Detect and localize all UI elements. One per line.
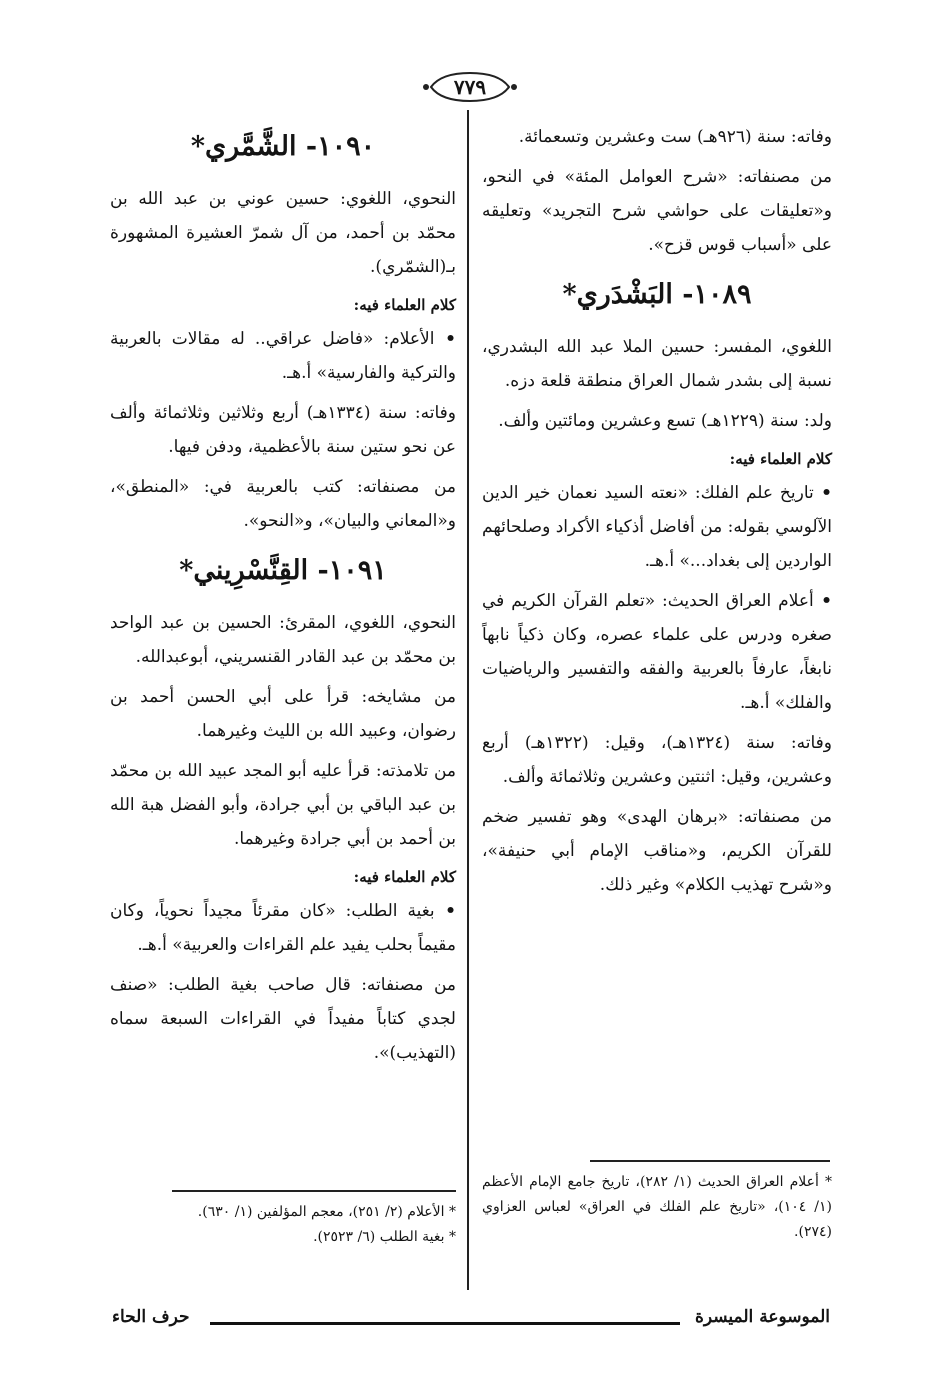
scholars-heading: كلام العلماء فيه:: [729, 450, 832, 468]
right-footnotes: [482, 1170, 832, 1245]
bio-paragraph: النحوي، اللغوي: حسين عوني بن عبد الله بن محمّد بن أحمد، من آل شمرّ العشيرة المشهورة بـ(الشمّري).: [110, 189, 456, 277]
entry-title-1090: ١٠٩٠- الشَّمَّري*: [190, 131, 376, 162]
bio-paragraph: النحوي، اللغوي، المقرئ: الحسين بن عبد الواحد بن محمّد بن عبد القادر القنسريني، أبوعبدالله.: [110, 613, 456, 667]
column-divider: [467, 110, 469, 1290]
entry-title-1089: ١٠٨٩- البَشْدَري*: [562, 279, 752, 310]
students-paragraph: من تلامذته: قرأ عليه أبو المجد عبيد الله بن محمّد بن عبد الباقي بن أبي جرادة، وأبو الفضل هبة الله بن أحمد بن أبي جرادة وغيرهما.: [110, 761, 456, 849]
quote-bullet: • أعلام العراق الحديث: «تعلم القرآن الكريم في صغره ودرس على علماء عصره، وكان ذكياً نابهاً نابغاً، عارفاً بالعربية والفقه والتفسير والرياضيات والفلك» أ.هـ.: [482, 584, 832, 720]
bio-paragraph: اللغوي، المفسر: حسين الملا عبد الله البشدري، نسبة إلى بشدر شمال العراق منطقة قلعة دزه.: [482, 337, 832, 391]
quote-bullet: • الأعلام: «فاضل عراقي.. له مقالات بالعربية والتركية والفارسية» أ.هـ.: [110, 322, 456, 390]
right-column: [482, 110, 832, 908]
footnote: * الأعلام (٢/ ٢٥١)، معجم المؤلفين (١/ ٦٣٠).: [197, 1204, 456, 1220]
footnote-rule: [172, 1190, 456, 1192]
works-paragraph: من مصنفاته: قال صاحب بغية الطلب: «صنف لجدي كتاباً مفيداً في القراءات السبعة سماه (التهذيب)».: [110, 975, 456, 1063]
death-paragraph: وفاته: سنة (١٣٣٤هـ) أربع وثلاثين وثلاثمائة وألف عن نحو ستين سنة بالأعظمية، ودفن فيها.: [110, 403, 456, 457]
scholars-heading: كلام العلماء فيه:: [353, 296, 456, 314]
teachers-paragraph: من مشايخه: قرأ على أبي الحسن أحمد بن رضوان، وعبيد الله بن الليث وغيرهما.: [110, 687, 456, 741]
page-number-badge: [421, 70, 519, 104]
works-paragraph: من مصنفاته: «برهان الهدى» وهو تفسير ضخم للقرآن الكريم، و«مناقب الإمام أبي حنيفة»، و«شرح تهذيب الكلام» وغير ذلك.: [482, 807, 832, 895]
page-footer: [112, 1302, 830, 1332]
works-paragraph: من مصنفاته: «شرح العوامل المئة» في النحو، و«تعليقات على حواشي شرح التجريد» وتعليقه على «أسباب قوس قزح».: [482, 167, 832, 255]
footnote: * بغية الطلب (٦/ ٢٥٢٣).: [313, 1229, 456, 1245]
footer-book-title: الموسوعة الميسرة: [694, 1307, 830, 1327]
page-number: ٧٧٩: [453, 75, 487, 99]
footnote-rule: [590, 1160, 830, 1162]
entry-title-1091: ١٠٩١- القِنَّسْرِيني*: [179, 555, 387, 586]
birth-paragraph: ولد: سنة (١٢٢٩هـ) تسع وعشرين ومائتين وألف.: [498, 411, 832, 431]
quote-bullet: • بغية الطلب: «كان مقرئاً مجيداً نحوياً، وكان مقيماً بحلب يفيد علم القراءات والعربية» أ.هـ.: [110, 894, 456, 962]
quote-bullet: • تاريخ علم الفلك: «نعته السيد نعمان خير الدين الآلوسي بقوله: من أفاضل أذكياء الأكراد وصلحائهم الواردين إلى بغداد...» أ.هـ.: [482, 476, 832, 578]
death-paragraph: وفاته: سنة (١٣٢٤هـ)، وقيل: (١٣٢٢هـ) أربع وعشرين، وقيل: اثنتين وعشرين وثلاثمائة وألف.: [482, 733, 832, 787]
left-column: [110, 110, 456, 1076]
scholars-heading: كلام العلماء فيه:: [353, 868, 456, 886]
death-paragraph: وفاته: سنة (٩٢٦هـ) ست وعشرين وتسعمائة.: [518, 127, 832, 147]
footnote: * أعلام العراق الحديث (١/ ٢٨٢)، تاريخ جامع الإمام الأعظم (١/ ١٠٤)، «تاريخ علم الفلك في العراق» لعباس العزاوي (٢٧٤).: [482, 1174, 833, 1240]
left-footnotes: [110, 1200, 456, 1250]
works-paragraph: من مصنفاته: كتب بالعربية في: «المنطق»، و«المعاني والبيان»، و«النحو».: [110, 477, 456, 531]
footer-section: حرف الحاء: [112, 1307, 190, 1327]
footer-rule: [210, 1322, 680, 1325]
